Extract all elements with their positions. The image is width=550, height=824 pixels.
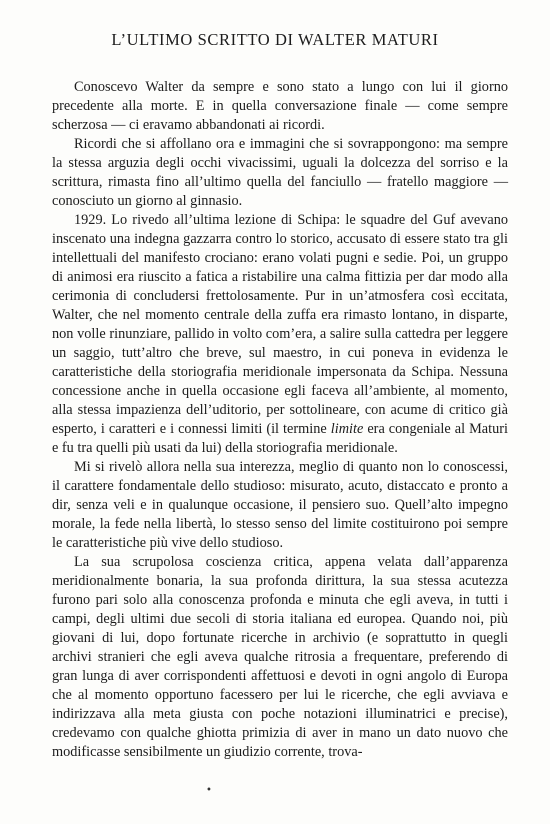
paragraph-3-emphasis: limite [330, 421, 364, 437]
page-title: L’ULTIMO SCRITTO DI WALTER MATURI [111, 30, 439, 49]
paragraph-4: Mi si rivelò allora nella sua interezza, meglio di quanto non lo conoscessi, il carattere fondamentale dello studioso: misurato, acuto, distaccato e pronto a dir, senza veli e in qualunque occasione, il pensiero suo. Quell’alto impegno morale, la fede nella libertà, lo stesso senso del limite costituirono poi sempre le caratteristiche più vive dello studioso. [52, 459, 508, 551]
paragraph-5: La sua scrupolosa coscienza critica, appena velata dall’apparenza meridionalmente bonaria, la sua profonda dirittura, la sua stessa acutezza furono pari solo alla conoscenza profonda e minuta che egli aveva, in tutti i campi, degli ultimi due secoli di storia italiana ed europea. Quando noi, più giovani di lui, dopo fortunate ricerche in archivio (e soprattutto in quegli archivi stranieri che egli aveva qualche ritrosia a frequentare, preferendo di gran lunga di aver corrispondenti affettuosi e devoti in ogni angolo di Europa che al momento opportuno facessero per lui le ricerche, che egli avviava e indirizzava alla meta giusta con poche notazioni illuminatrici e precise), credevamo con qualche ghiotta primizia di aver in mano un dato nuovo che modificasse sensibilmente un giudizio corrente, trova- [52, 554, 508, 760]
paragraph-3 [52, 211, 508, 458]
paragraph-3-text-b: era congeniale al Maturi e fu tra quelli più usati da lui) della storiografia meridionale. [52, 421, 508, 456]
footer-mark: • [206, 785, 212, 796]
paragraph-3-text-a: 1929. Lo rivedo all’ultima lezione di Schipa: le squadre del Guf avevano inscenato una indegna gazzarra contro lo storico, accusato di essere stato tra gli intellettuali del manifesto crociano: erano volati pugni e sedie. Poi, un gruppo di animosi era riuscito a fatica a ristabilire una calma fittizia per dar modo alla cerimonia di concludersi frettolosamente. Pur in un’atmosfera così eccitata, Walter, che nel momento centrale della zuffa era rimasto lontano, in disparte, non volle rinunziare, pallido in volto com’era, a salire sulla cattedra per leggere un saggio, tutt’altro che breve, sul maestro, in cui poneva in evidenza le caratteristiche della storiografia meridionale impersonata da Schipa. Nessuna concessione anche in quella occasione egli faceva all’ambiente, al momento, alla stessa impazienza dell’uditorio, per sottolineare, con acume di critico già esperto, i caratteri e i connessi limiti (il termine [52, 212, 508, 437]
paragraph-2: Ricordi che si affollano ora e immagini che si sovrappongono: ma sempre la stessa arguzia degli occhi vivacissimi, uguali la dolcezza del sorriso e la scrittura, rimasta fino all’ultimo quella del fanciullo — fratello maggiore — conosciuto un giorno al ginnasio. [52, 136, 508, 209]
body-text [52, 78, 508, 762]
paragraph-1: Conoscevo Walter da sempre e sono stato a lungo con lui il giorno precedente alla morte. E in quella conversazione finale — come sempre scherzosa — ci eravamo abbandonati ai ricordi. [52, 79, 508, 133]
